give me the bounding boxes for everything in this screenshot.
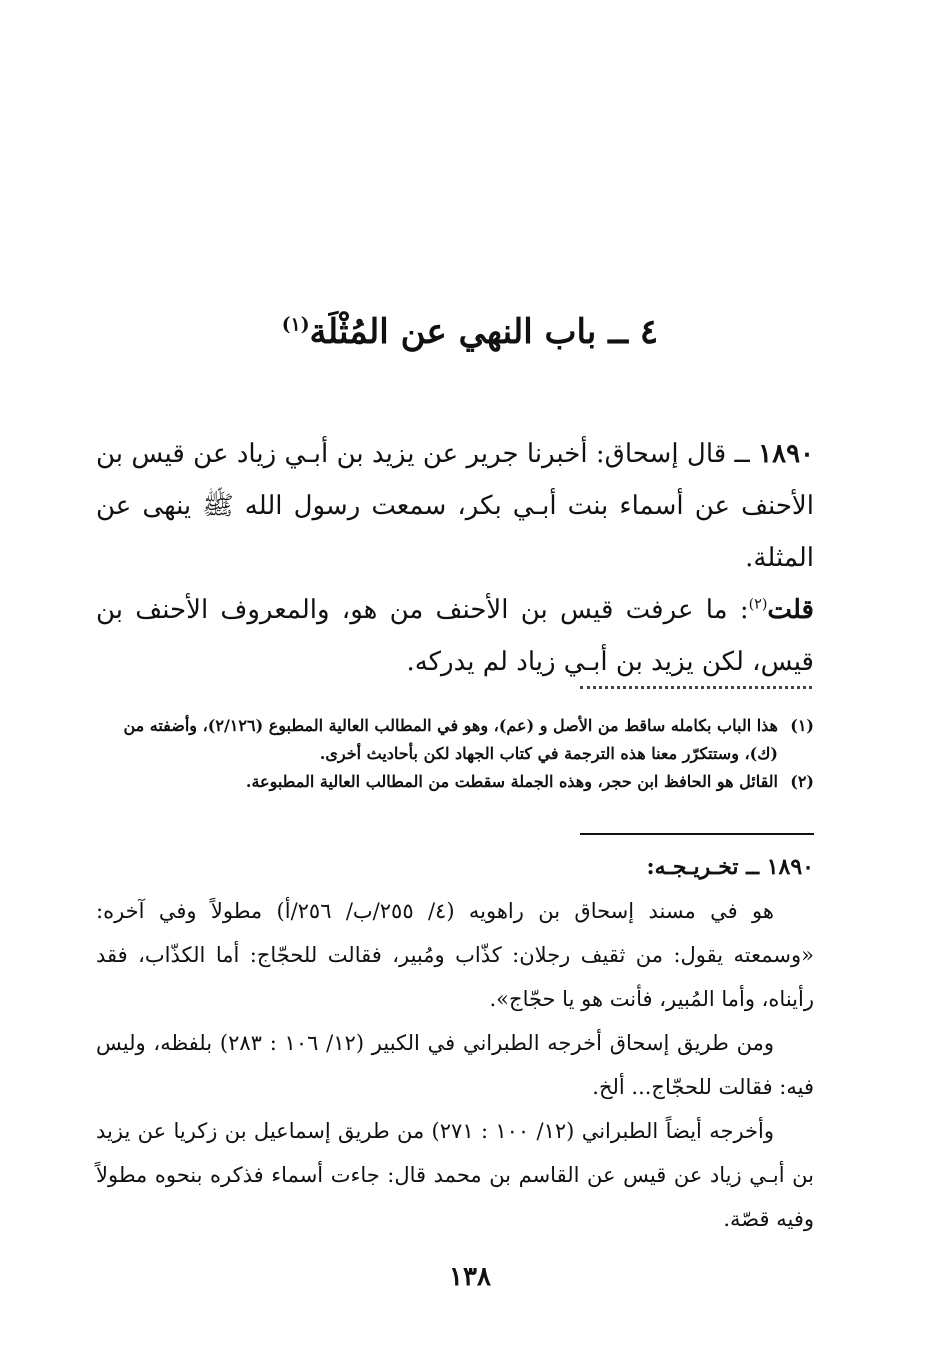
hadith-number: ١٨٩٠ (758, 439, 814, 469)
page-number: ١٣٨ (449, 1262, 491, 1292)
footnote-number: (٢) (790, 772, 814, 791)
qult-label: قلت (767, 595, 814, 625)
hadith-block (96, 428, 814, 688)
footnote-number: (١) (790, 716, 814, 735)
footnotes (96, 712, 814, 796)
takhrij-paragraph: وأخرجه أيضاً الطبراني (١٢/ ١٠٠ : ٢٧١) من طريق إسماعيل بن زكريا عن يزيد بن أبـي زياد عن قيس عن القاسم بن محمد قال: جاءت أسماء فذكره بنحوه مطولاً وفيه قصّة. (96, 1119, 814, 1231)
qult-text: : ما عرفت قيس بن الأحنف من هو، والمعروف الأحنف بن قيس، لكن يزيد بن أبـي زياد لم يدركه. (96, 595, 814, 677)
chapter-footnote-ref: (١) (281, 313, 310, 336)
qult-footnote-ref: (٢) (748, 596, 768, 613)
hadith-paragraph (96, 428, 814, 584)
footnote-text: القائل هو الحافظ ابن حجر، وهذه الجملة سقطت من المطالب العالية المطبوعة. (245, 772, 778, 791)
footnote-item (96, 768, 814, 796)
footnote-text: هذا الباب بكامله ساقط من الأصل و (عم)، وهو في المطالب العالية المطبوع (٢/١٢٦)، وأضفته من (ك)، وستتكرّر معنا هذه الترجمة في كتاب الجهاد لكن بأحاديث أخرى. (123, 716, 778, 763)
footnote-separator (580, 676, 812, 689)
chapter-title-text: ٤ ــ باب النهي عن المُثْلَة (309, 312, 659, 352)
takhrij-heading: ١٨٩٠ ــ تخـريـجـه: (646, 854, 814, 880)
footnote-item (96, 712, 814, 768)
qult-paragraph (96, 584, 814, 688)
section-rule (580, 833, 814, 835)
takhrij-section (96, 845, 814, 1241)
takhrij-paragraph: ومن طريق إسحاق أخرجه الطبراني في الكبير (١٢/ ١٠٦ : ٢٨٣) بلفظه، وليس فيه: فقالت للحجّاج... ألخ. (96, 1031, 814, 1099)
takhrij-paragraph: هو في مسند إسحاق بن راهويه (٤/ ٢٥٥/ب/ ٢٥٦/أ) مطولاً وفي آخره: «وسمعته يقول: من ثقيف رجلان: كذّاب ومُبير، فقالت للحجّاج: أما الكذّاب، فقد رأيناه، وأما المُبير، فأنت هو يا حجّاج». (96, 899, 814, 1011)
chapter-title (120, 312, 820, 353)
hadith-text: ــ قال إسحاق: أخبرنا جرير عن يزيد بن أبـي زياد عن قيس بن الأحنف عن أسماء بنت أبـي بكر، سمعت رسول الله ﷺ ينهى عن المثلة. (96, 439, 814, 573)
